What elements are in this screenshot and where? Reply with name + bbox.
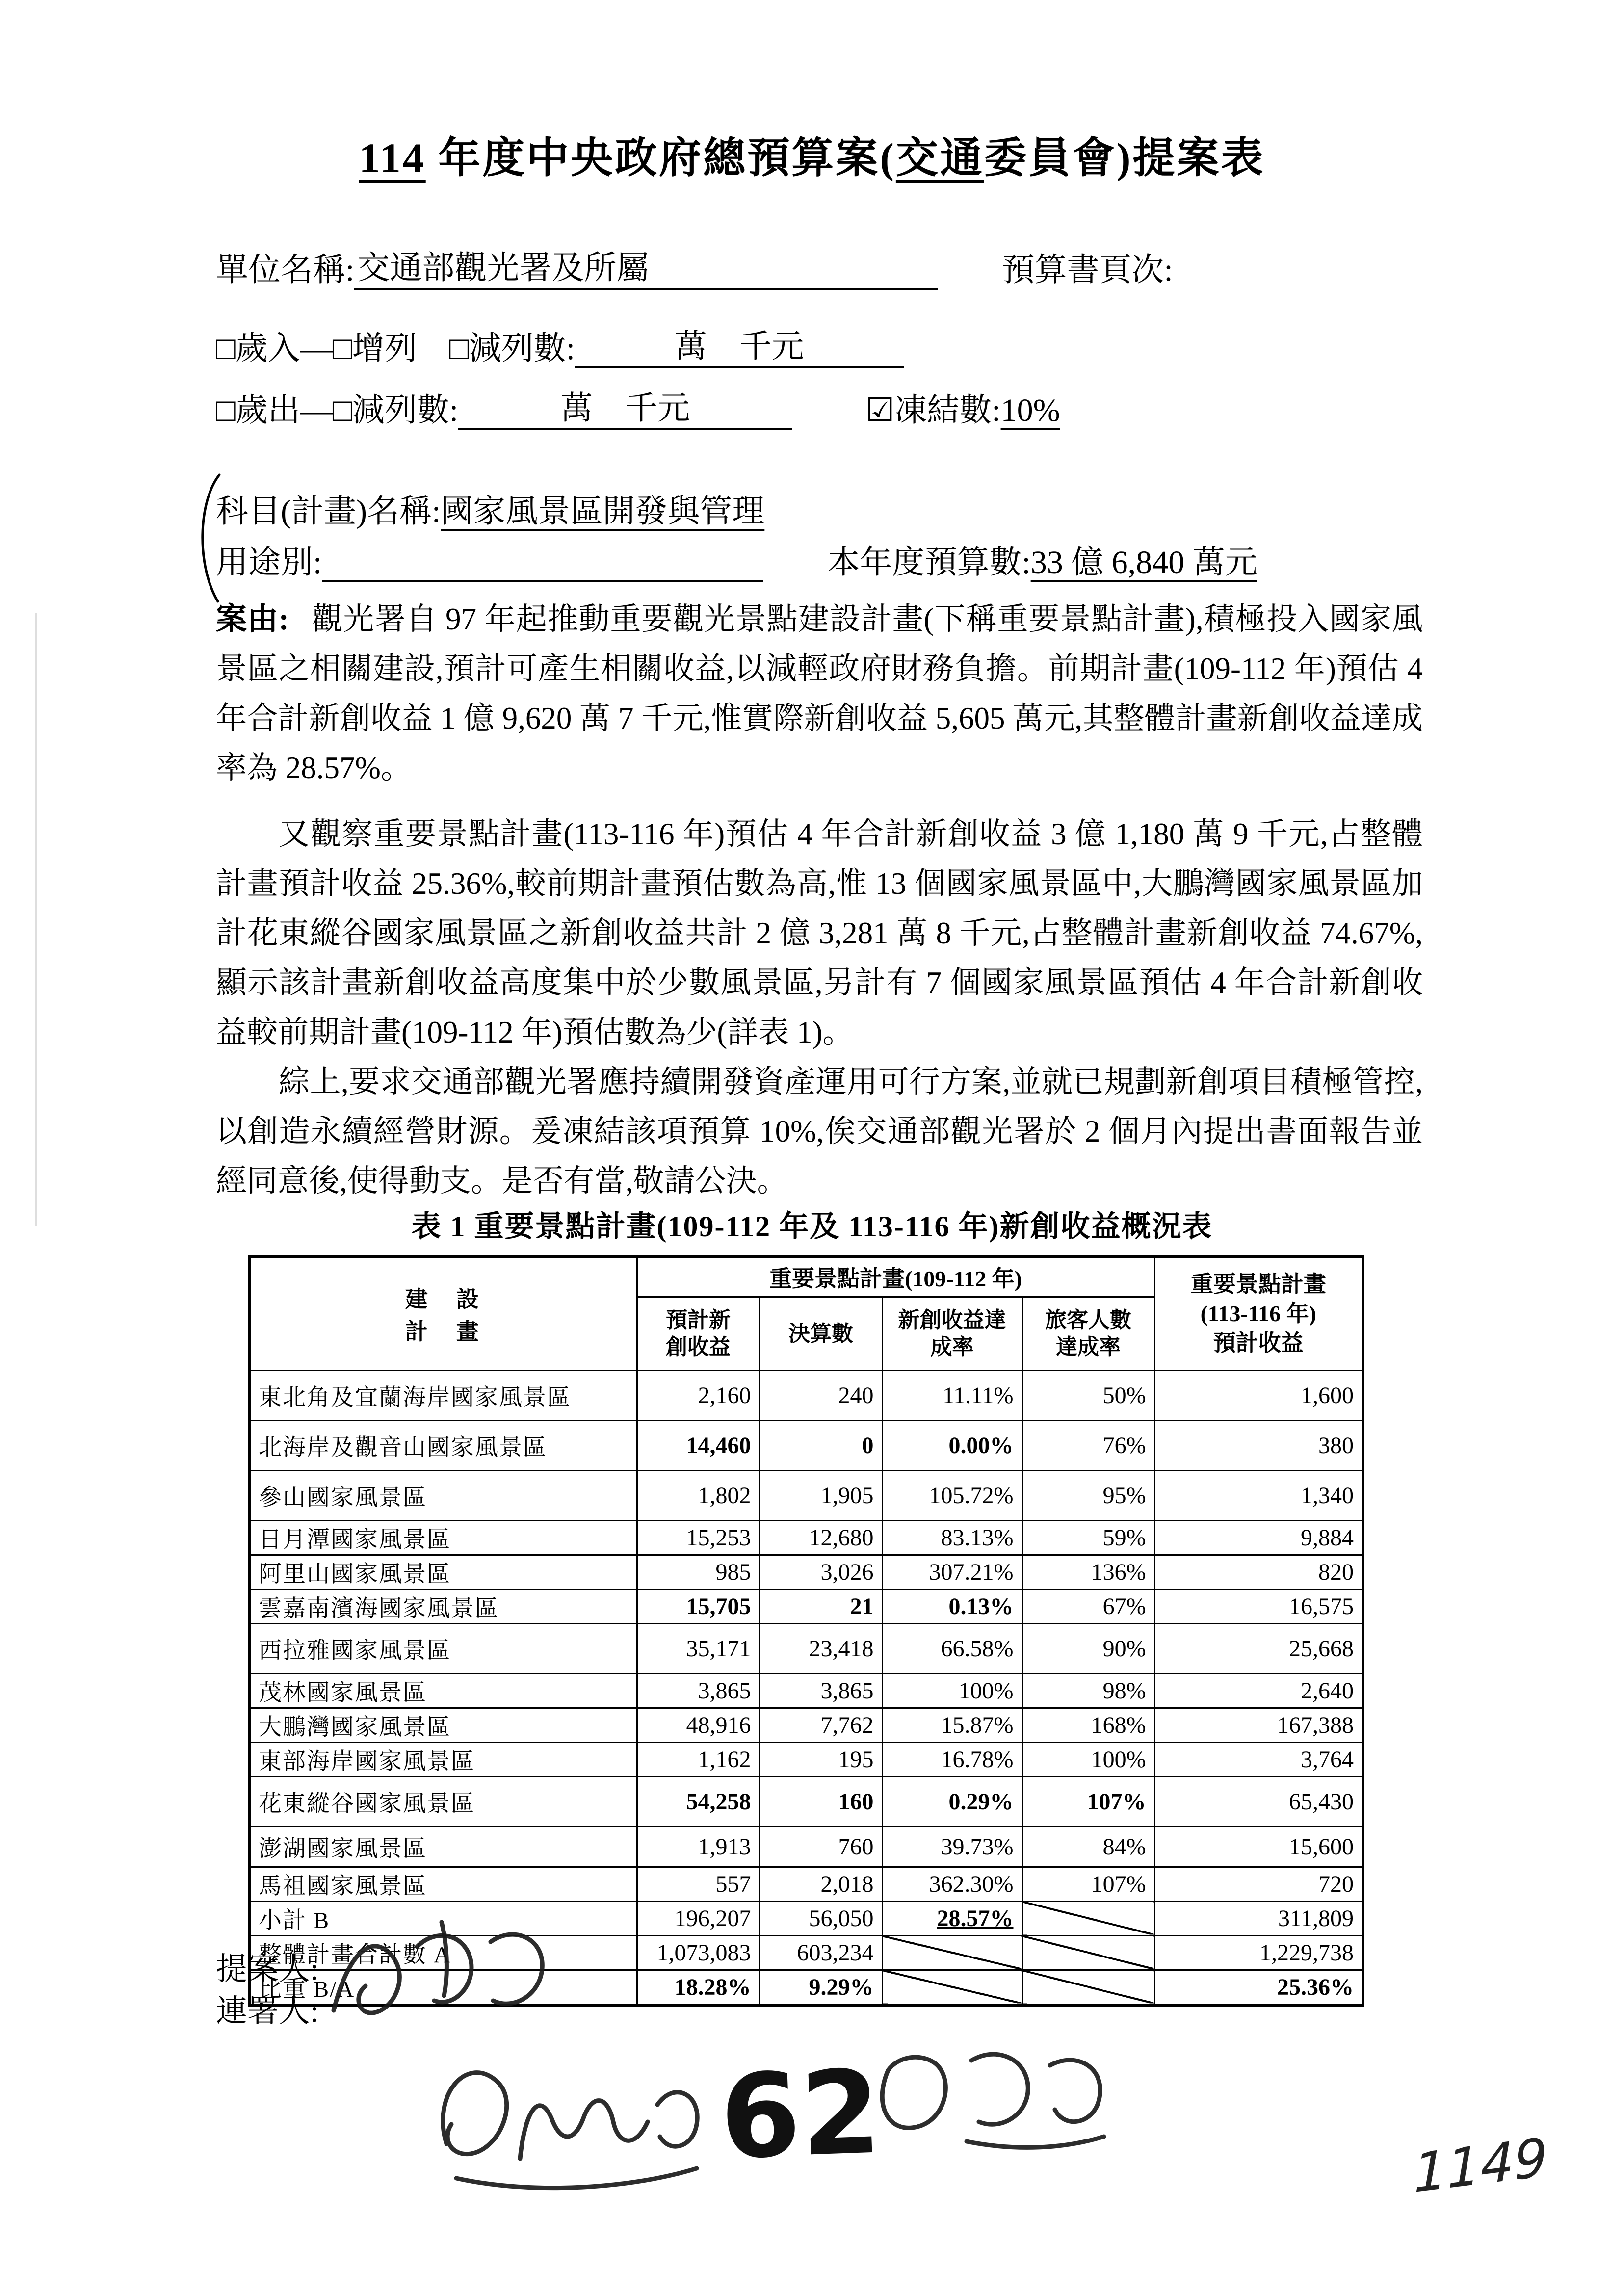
value-cell: 56,050 bbox=[760, 1901, 882, 1935]
value-cell: 720 bbox=[1154, 1867, 1363, 1901]
value-cell: 15,600 bbox=[1154, 1826, 1363, 1867]
value-cell: 28.57% bbox=[882, 1901, 1022, 1935]
proposer-label: 提案人: bbox=[216, 1952, 319, 1986]
scenic-area-name-cell: 東北角及宜蘭海岸國家風景區 bbox=[249, 1370, 637, 1420]
sub-header-cell: 新創收益達 成率 bbox=[882, 1297, 1022, 1370]
unit-name-value: 交通部觀光署及所屬 bbox=[354, 241, 938, 290]
value-cell: 95% bbox=[1022, 1470, 1154, 1520]
subject-line bbox=[216, 485, 764, 531]
table-row bbox=[249, 1623, 1363, 1673]
scenic-area-name-cell: 東部海岸國家風景區 bbox=[249, 1742, 637, 1776]
value-cell bbox=[1022, 1935, 1154, 1970]
value-cell: 136% bbox=[1022, 1555, 1154, 1589]
value-cell: 168% bbox=[1022, 1708, 1154, 1742]
revenue-check-line bbox=[216, 320, 904, 368]
value-cell: 603,234 bbox=[760, 1935, 882, 1970]
usage-label: 用途別: bbox=[216, 545, 322, 580]
value-cell: 1,229,738 bbox=[1154, 1935, 1363, 1970]
value-cell: 820 bbox=[1154, 1555, 1363, 1589]
value-cell: 2,640 bbox=[1154, 1673, 1363, 1708]
value-cell: 100% bbox=[1022, 1742, 1154, 1776]
value-cell: 25,668 bbox=[1154, 1623, 1363, 1673]
value-cell: 15.87% bbox=[882, 1708, 1022, 1742]
value-cell: 54,258 bbox=[637, 1776, 760, 1826]
value-cell: 65,430 bbox=[1154, 1776, 1363, 1826]
report-table-body bbox=[249, 1370, 1363, 2005]
value-cell: 50% bbox=[1022, 1370, 1154, 1420]
scenic-area-name-cell: 小計 B bbox=[249, 1901, 637, 1935]
value-cell: 3,764 bbox=[1154, 1742, 1363, 1776]
value-cell: 14,460 bbox=[637, 1420, 760, 1470]
scenic-area-name-cell: 北海岸及觀音山國家風景區 bbox=[249, 1420, 637, 1470]
proposer-signature bbox=[319, 1912, 594, 2040]
col-header-113-116: 重要景點計畫 (113-116 年) 預計收益 bbox=[1154, 1256, 1363, 1370]
cosigner-signature-right bbox=[854, 2026, 1128, 2164]
revenue-checkboxes: □歲入—□增列 □減列數: bbox=[216, 331, 575, 366]
cosigner-signature-left bbox=[407, 2021, 721, 2198]
value-cell: 196,207 bbox=[637, 1901, 760, 1935]
value-cell: 985 bbox=[637, 1555, 760, 1589]
value-cell: 9,884 bbox=[1154, 1520, 1363, 1555]
report-table bbox=[248, 1255, 1364, 2007]
value-cell: 2,160 bbox=[637, 1370, 760, 1420]
value-cell: 18.28% bbox=[637, 1970, 760, 2005]
value-cell: 3,026 bbox=[760, 1555, 882, 1589]
page-title bbox=[0, 124, 1624, 184]
value-cell: 1,905 bbox=[760, 1470, 882, 1520]
value-cell: 0.13% bbox=[882, 1589, 1022, 1623]
sub-header-cell: 決算數 bbox=[760, 1297, 882, 1370]
scenic-area-name-cell: 雲嘉南濱海國家風景區 bbox=[249, 1589, 637, 1623]
case-paragraph-1-text: 觀光署自 97 年起推動重要觀光景點建設計畫(下稱重要景點計畫),積極投入國家風景區之相關建設,預計可產生相關收益,以減輕政府財務負擔。前期計畫(109-112 年)預估 4 年合計新創收益 1 億 9,620 萬 7 千元,惟實際新創收益 5,605 萬元,其整體計畫新創收益達成率為 28.57%。 bbox=[216, 602, 1423, 785]
unit-name-label: 單位名稱: bbox=[216, 252, 355, 288]
scenic-area-name-cell: 花東縱谷國家風景區 bbox=[249, 1776, 637, 1826]
table-row bbox=[249, 1708, 1363, 1742]
value-cell: 23,418 bbox=[760, 1623, 882, 1673]
usage-line bbox=[216, 536, 1257, 582]
table-row bbox=[249, 1370, 1363, 1420]
value-cell: 307.21% bbox=[882, 1555, 1022, 1589]
value-cell bbox=[1022, 1901, 1154, 1935]
value-cell: 240 bbox=[760, 1370, 882, 1420]
value-cell: 195 bbox=[760, 1742, 882, 1776]
handwritten-page-number: 1149 bbox=[1413, 2126, 1548, 2205]
value-cell bbox=[1022, 1970, 1154, 2005]
usage-blank bbox=[322, 580, 763, 582]
value-cell: 12,680 bbox=[760, 1520, 882, 1555]
handwritten-number-62: 62 bbox=[718, 2045, 883, 2185]
table-row bbox=[249, 1867, 1363, 1901]
value-cell: 66.58% bbox=[882, 1623, 1022, 1673]
cosigner-label: 連署人: bbox=[216, 1994, 319, 2029]
annual-budget-value: 33 億 6,840 萬元 bbox=[1030, 545, 1257, 580]
freeze-percentage: 10% bbox=[1000, 392, 1060, 428]
title-text-1: 年度中央政府總預算案( bbox=[425, 134, 896, 182]
scenic-area-name-cell: 阿里山國家風景區 bbox=[249, 1555, 637, 1589]
value-cell bbox=[882, 1935, 1022, 1970]
scenic-area-name-cell: 整體計畫合計數 A bbox=[249, 1935, 637, 1970]
value-cell: 98% bbox=[1022, 1673, 1154, 1708]
value-cell: 0 bbox=[760, 1420, 882, 1470]
scenic-area-name-cell: 馬祖國家風景區 bbox=[249, 1867, 637, 1901]
scenic-area-name-cell: 比重 B/A bbox=[249, 1970, 637, 2005]
scan-edge-artifact bbox=[35, 613, 37, 1226]
table-row bbox=[249, 1470, 1363, 1520]
scenic-area-name-cell: 參山國家風景區 bbox=[249, 1470, 637, 1520]
value-cell: 3,865 bbox=[760, 1673, 882, 1708]
value-cell: 3,865 bbox=[637, 1673, 760, 1708]
value-cell: 59% bbox=[1022, 1520, 1154, 1555]
value-cell: 557 bbox=[637, 1867, 760, 1901]
table-row bbox=[249, 1420, 1363, 1470]
title-committee: 交通 bbox=[895, 134, 984, 182]
case-description bbox=[216, 595, 1423, 1206]
scenic-area-name-cell: 茂林國家風景區 bbox=[249, 1673, 637, 1708]
value-cell: 1,162 bbox=[637, 1742, 760, 1776]
scenic-area-name-cell: 澎湖國家風景區 bbox=[249, 1826, 637, 1867]
value-cell: 90% bbox=[1022, 1623, 1154, 1673]
value-cell: 1,073,083 bbox=[637, 1935, 760, 1970]
value-cell: 11.11% bbox=[882, 1370, 1022, 1420]
value-cell: 1,802 bbox=[637, 1470, 760, 1520]
expenditure-checkboxes: □歲出—□減列數: bbox=[216, 392, 459, 428]
value-cell: 15,705 bbox=[637, 1589, 760, 1623]
value-cell: 48,916 bbox=[637, 1708, 760, 1742]
value-cell: 16.78% bbox=[882, 1742, 1022, 1776]
sub-header-cell: 預計新 創收益 bbox=[637, 1297, 760, 1370]
value-cell: 83.13% bbox=[882, 1520, 1022, 1555]
value-cell: 105.72% bbox=[882, 1470, 1022, 1520]
value-cell: 2,018 bbox=[760, 1867, 882, 1901]
table-row bbox=[249, 1673, 1363, 1708]
table-row bbox=[249, 1589, 1363, 1623]
value-cell: 1,340 bbox=[1154, 1470, 1363, 1520]
value-cell: 35,171 bbox=[637, 1623, 760, 1673]
table-row bbox=[249, 1826, 1363, 1867]
scenic-area-name-cell: 日月潭國家風景區 bbox=[249, 1520, 637, 1555]
value-cell: 0.29% bbox=[882, 1776, 1022, 1826]
value-cell: 167,388 bbox=[1154, 1708, 1363, 1742]
expenditure-check-line bbox=[216, 382, 1060, 430]
table-row bbox=[249, 1555, 1363, 1589]
title-text-2: 委員會)提案表 bbox=[984, 134, 1265, 182]
case-paragraph-3: 綜上,要求交通部觀光署應持續開發資產運用可行方案,並就已規劃新創項目積極管控,以創造永續經營財源。爰凍結該項預算 10%,俟交通部觀光署於 2 個月內提出書面報告並經同意後,使得動支。是否有當,敬請公決。 bbox=[216, 1065, 1423, 1198]
title-year: 114 bbox=[359, 134, 426, 182]
value-cell: 76% bbox=[1022, 1420, 1154, 1470]
table-row bbox=[249, 1520, 1363, 1555]
table-row bbox=[249, 1776, 1363, 1826]
revenue-amount-blank: 萬 千元 bbox=[575, 320, 904, 368]
table-title: 表 1 重要景點計畫(109-112 年及 113-116 年)新創收益概況表 bbox=[411, 1210, 1213, 1243]
value-cell: 362.30% bbox=[882, 1867, 1022, 1901]
value-cell bbox=[882, 1970, 1022, 2005]
value-cell: 39.73% bbox=[882, 1826, 1022, 1867]
value-cell: 15,253 bbox=[637, 1520, 760, 1555]
scenic-area-name-cell: 西拉雅國家風景區 bbox=[249, 1623, 637, 1673]
value-cell: 160 bbox=[760, 1776, 882, 1826]
col-group-header-109-112: 重要景點計畫(109-112 年) bbox=[637, 1256, 1154, 1297]
value-cell: 1,600 bbox=[1154, 1370, 1363, 1420]
case-paragraph-1 bbox=[216, 595, 1423, 793]
value-cell: 1,913 bbox=[637, 1826, 760, 1867]
value-cell: 7,762 bbox=[760, 1708, 882, 1742]
value-cell: 107% bbox=[1022, 1867, 1154, 1901]
value-cell: 107% bbox=[1022, 1776, 1154, 1826]
value-cell: 100% bbox=[882, 1673, 1022, 1708]
unit-name-line bbox=[216, 241, 1173, 290]
subject-label: 科目(計畫)名稱: bbox=[216, 494, 441, 529]
case-paragraph-2: 又觀察重要景點計畫(113-116 年)預估 4 年合計新創收益 3 億 1,180 萬 9 千元,占整體計畫預計收益 25.36%,較前期計畫預估數為高,惟 13 個國家風景區中,大鵬灣國家風景區加計花東縱谷國家風景區之新創收益共計 2 億 3,281 萬 8 千元,占整體計畫新創收益 74.67%,顯示該計畫新創收益高度集中於少數風景區,另計有 7 個國家風景區預估 4 年合計新創收益較前期計畫(109-112 年)預估數為少(詳表 1)。 bbox=[216, 817, 1423, 1049]
value-cell: 16,575 bbox=[1154, 1589, 1363, 1623]
sub-header-cell: 旅客人數 達成率 bbox=[1022, 1297, 1154, 1370]
freeze-checkbox-label: ☑凍結數: bbox=[865, 392, 1001, 428]
case-label: 案由: bbox=[216, 602, 289, 636]
value-cell: 21 bbox=[760, 1589, 882, 1623]
value-cell: 67% bbox=[1022, 1589, 1154, 1623]
value-cell: 84% bbox=[1022, 1826, 1154, 1867]
budget-page-label: 預算書頁次: bbox=[1002, 252, 1173, 288]
value-cell: 0.00% bbox=[882, 1420, 1022, 1470]
value-cell: 25.36% bbox=[1154, 1970, 1363, 2005]
value-cell: 9.29% bbox=[760, 1970, 882, 2005]
annual-budget-label: 本年度預算數: bbox=[827, 545, 1031, 580]
subject-value: 國家風景區開發與管理 bbox=[441, 494, 765, 529]
expenditure-amount-blank: 萬 千元 bbox=[458, 382, 792, 430]
scenic-area-name-cell: 大鵬灣國家風景區 bbox=[249, 1708, 637, 1742]
value-cell: 311,809 bbox=[1154, 1901, 1363, 1935]
value-cell: 380 bbox=[1154, 1420, 1363, 1470]
table-row bbox=[249, 1742, 1363, 1776]
col-header-project: 建 設 計 畫 bbox=[249, 1256, 637, 1370]
value-cell: 760 bbox=[760, 1826, 882, 1867]
